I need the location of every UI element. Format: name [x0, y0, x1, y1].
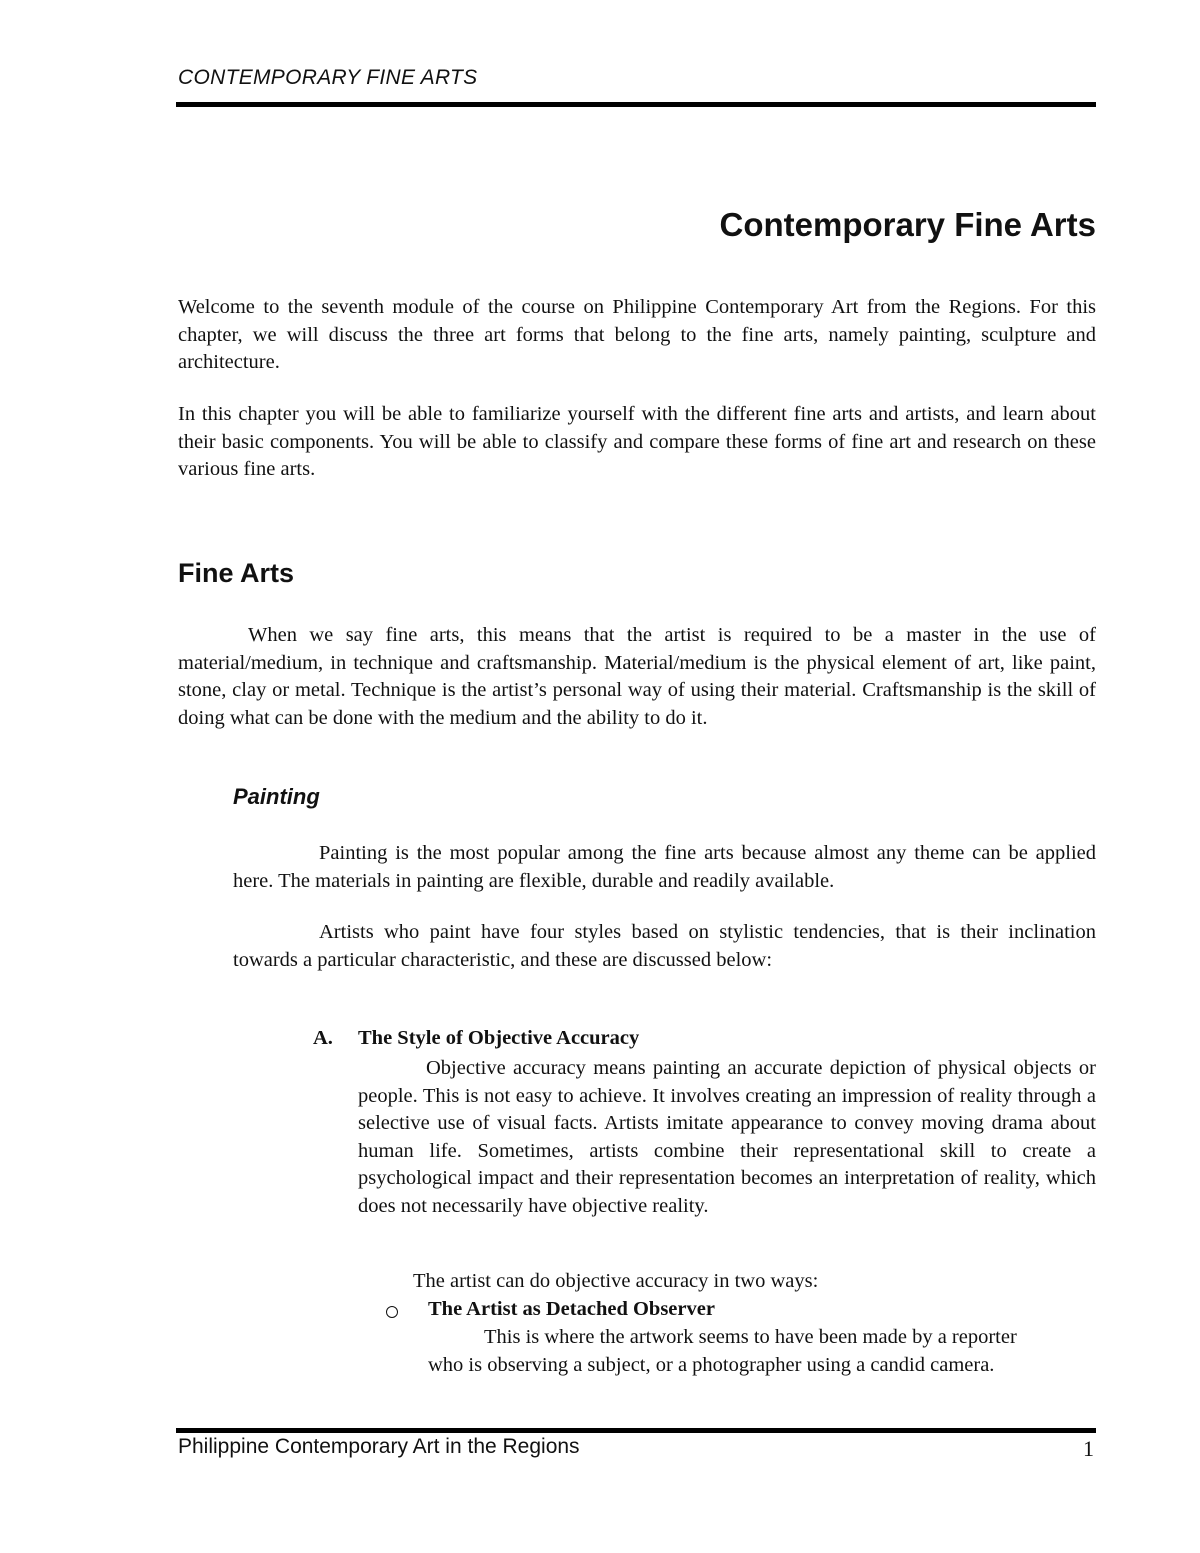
style-a-body: Objective accuracy means painting an accurate depiction of physical objects or people. This is not easy to achieve. It involves creating an impression of reality through a selective use of visual facts. Artists imitate appearance to convey moving drama about human life. Sometimes, artists combine their representational skill to create a psychological impact and their representation becomes an interpretation of reality, which does not necessarily have objective reality.: [358, 1057, 1096, 1217]
header-rule: [176, 102, 1096, 107]
ways-intro: The artist can do objective accuracy in two ways:: [413, 1270, 819, 1292]
bullet-title-detached-observer: The Artist as Detached Observer: [428, 1298, 715, 1320]
running-header: CONTEMPORARY FINE ARTS: [178, 66, 478, 89]
section-heading-fine-arts: Fine Arts: [178, 558, 295, 588]
intro-paragraph-1: Welcome to the seventh module of the course on Philippine Contemporary Art from the Regions. For this chapter, we will discuss the three art forms that belong to the fine arts, namely painting, sculpture and architecture.: [178, 296, 1096, 373]
circle-bullet-icon: [386, 1306, 398, 1318]
painting-paragraph-1: Painting is the most popular among the fine arts because almost any theme can be applied here. The materials in painting are flexible, durable and readily available.: [233, 842, 1096, 892]
painting-paragraph-2: Artists who paint have four styles based on stylistic tendencies, that is their inclination towards a particular characteristic, and these are discussed below:: [233, 921, 1096, 971]
chapter-title: Contemporary Fine Arts: [719, 206, 1096, 243]
intro-paragraph-2: In this chapter you will be able to familiarize yourself with the different fine arts and artists, and learn about their basic components. You will be able to classify and compare these forms of fine art and research on these various fine arts.: [178, 403, 1096, 480]
bullet-body-line-2: who is observing a subject, or a photographer using a candid camera.: [428, 1354, 995, 1376]
style-a-title: The Style of Objective Accuracy: [358, 1027, 640, 1049]
page-number: 1: [1083, 1436, 1094, 1461]
bullet-body-line-1: This is where the artwork seems to have been made by a reporter: [484, 1326, 1017, 1348]
footer-rule: [176, 1428, 1096, 1433]
footer-text: Philippine Contemporary Art in the Regions: [178, 1435, 580, 1458]
list-marker-a: A.: [313, 1027, 333, 1049]
fine-arts-paragraph: When we say fine arts, this means that the artist is required to be a master in the use of material/medium, in technique and craftsmanship. Material/medium is the physical element of art, like paint, stone, clay or metal. Technique is the artist’s personal way of using their material. Craftsmanship is the skill of doing what can be done with the medium and the ability to do it.: [178, 624, 1096, 729]
subsection-heading-painting: Painting: [233, 784, 320, 809]
